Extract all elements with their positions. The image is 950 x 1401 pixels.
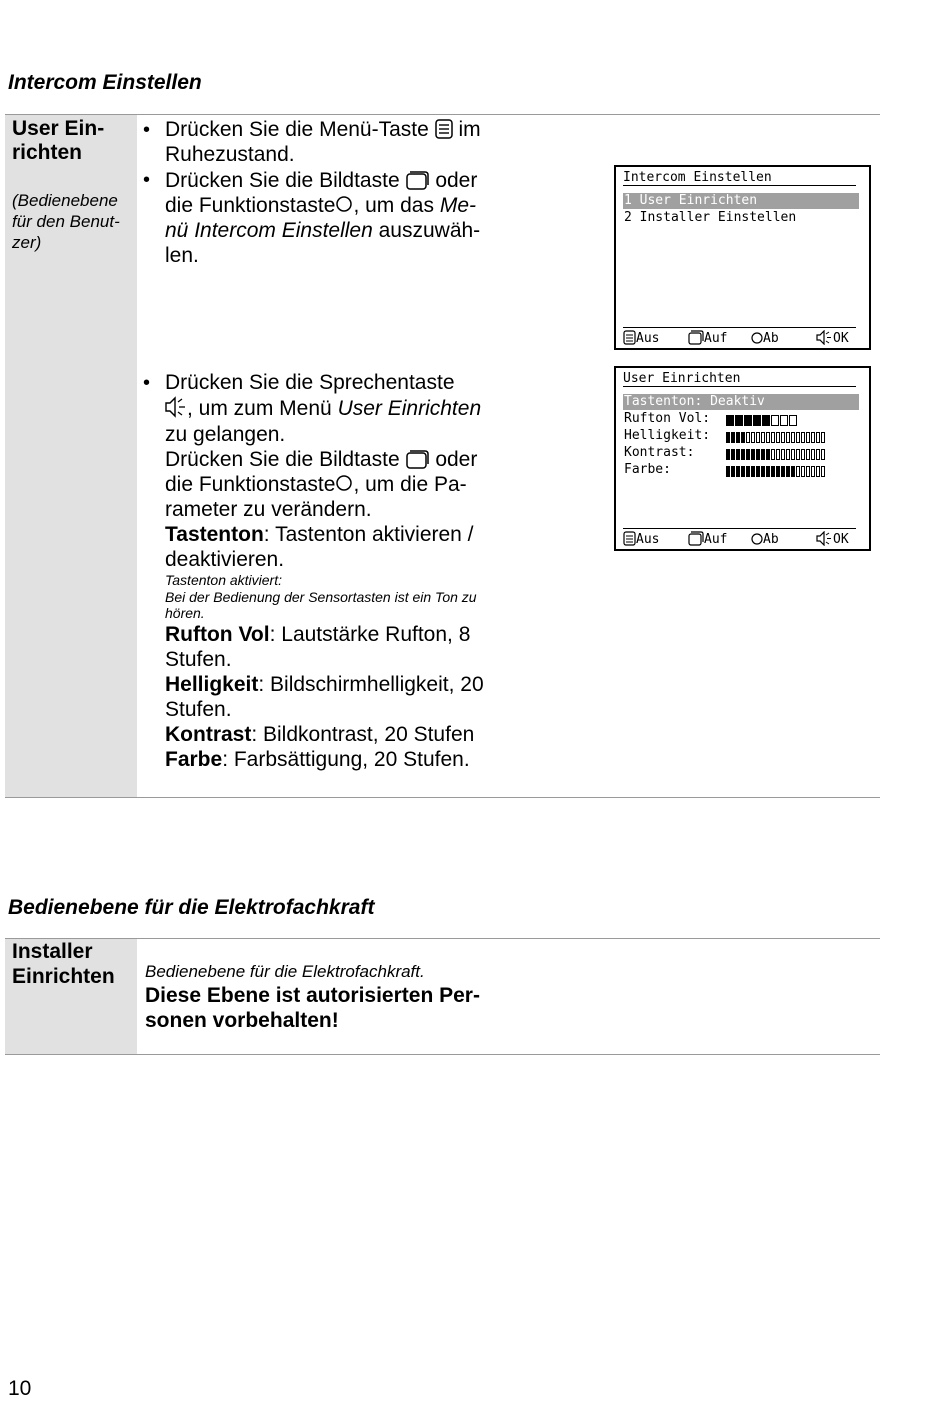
- function-icon: [335, 474, 353, 494]
- level-bar-empty: [801, 449, 805, 460]
- display-screen-intercom: [614, 165, 871, 350]
- level-bar-filled: [741, 449, 745, 460]
- menu-icon: [435, 119, 453, 139]
- level-bar-empty: [796, 449, 800, 460]
- rufton-line: Rufton Vol: Lautstärke Rufton, 8: [165, 623, 471, 646]
- param-row-kontrast[interactable]: Kontrast:: [623, 445, 859, 461]
- level-bar-empty: [776, 432, 780, 443]
- screen-rule: [623, 528, 856, 529]
- screen-rule: [623, 327, 856, 328]
- footer-function: Ab: [751, 330, 779, 346]
- param-row-helligkeit[interactable]: Helligkeit:: [623, 428, 859, 444]
- level-bar-filled: [746, 449, 750, 460]
- step2-line: Drücken Sie die Sprechentaste: [165, 371, 455, 394]
- level-bar-filled: [726, 449, 730, 460]
- footer-function: Ab: [751, 531, 779, 547]
- param-row-farbe[interactable]: Farbe:: [623, 462, 859, 478]
- level-bar-filled: [731, 466, 735, 477]
- footer-menu: Aus: [623, 330, 659, 346]
- level-bar-empty: [781, 432, 785, 443]
- level-bar-filled: [766, 466, 770, 477]
- level-bars: [726, 466, 825, 477]
- level-bar-filled: [736, 432, 740, 443]
- left-column: [5, 115, 137, 797]
- screen-rule: [623, 185, 856, 186]
- function-icon: [335, 195, 353, 215]
- level-bar-empty: [751, 432, 755, 443]
- level-bar-filled: [751, 466, 755, 477]
- level-bar-empty: [761, 432, 765, 443]
- footer-image: Auf: [688, 330, 727, 346]
- footer-image: Auf: [688, 531, 727, 547]
- level-bar-empty: [821, 449, 825, 460]
- level-bar-empty: [796, 466, 800, 477]
- screen-rule: [623, 386, 856, 387]
- menu-icon: [623, 531, 636, 546]
- image-icon: [405, 449, 429, 469]
- level-bar-filled: [751, 449, 755, 460]
- level-bar-filled: [786, 466, 790, 477]
- level-bar-empty: [806, 449, 810, 460]
- level-bars: [726, 432, 825, 443]
- level-bar-filled: [726, 415, 734, 426]
- image-icon: [688, 330, 704, 345]
- level-bar-filled: [761, 466, 765, 477]
- helligkeit-line: Stufen.: [165, 698, 232, 721]
- level-bar-empty: [821, 466, 825, 477]
- kontrast-line: Kontrast: Bildkontrast, 20 Stufen: [165, 723, 475, 746]
- level-bar-empty: [796, 432, 800, 443]
- level-bar-empty: [816, 466, 820, 477]
- level-bar-empty: [821, 432, 825, 443]
- level-bar-empty: [806, 432, 810, 443]
- level-bars: [726, 449, 825, 460]
- level-bar-empty: [801, 432, 805, 443]
- screen-title: Intercom Einstellen: [623, 170, 772, 185]
- divider: [5, 1054, 880, 1055]
- tastenton-line: Tastenton: Tastenton aktivieren /: [165, 523, 474, 546]
- level-bar-filled: [766, 449, 770, 460]
- level-bar-filled: [756, 449, 760, 460]
- step2-line: rameter zu verändern.: [165, 498, 372, 521]
- display-screen-user: [614, 366, 871, 551]
- left-subtitle-line: (Bedienebene: [12, 191, 118, 210]
- level-bar-empty: [786, 449, 790, 460]
- installer-note: Bedienebene für die Elektrofachkraft.: [145, 962, 425, 981]
- left-column: [5, 939, 137, 1054]
- param-tastenton-selected[interactable]: Tastenton: Deaktiv: [623, 394, 859, 410]
- step1-line: Ruhezustand.: [165, 143, 295, 166]
- level-bar-filled: [744, 415, 752, 426]
- level-bar-empty: [771, 415, 779, 426]
- function-icon: [751, 330, 763, 345]
- section-title-elektrofachkraft: Bedienebene für die Elektrofachkraft: [8, 896, 375, 919]
- speaker-icon: [816, 330, 833, 345]
- footer-menu: Aus: [623, 531, 659, 547]
- level-bar-filled: [731, 432, 735, 443]
- footer-talk: OK: [816, 531, 849, 547]
- level-bar-empty: [801, 466, 805, 477]
- step1-line: Drücken Sie die Bildtaste oder: [165, 169, 478, 192]
- step1-line: Drücken Sie die Menü-Taste im: [165, 118, 481, 141]
- note-line: Tastenton aktiviert:: [165, 572, 282, 588]
- level-bar-filled: [776, 466, 780, 477]
- level-bar-filled: [736, 466, 740, 477]
- warning-line: Diese Ebene ist autorisierten Per-: [145, 984, 480, 1007]
- screen-title: User Einrichten: [623, 371, 741, 386]
- level-bar-empty: [811, 466, 815, 477]
- image-icon: [688, 531, 704, 546]
- level-bar-empty: [776, 449, 780, 460]
- level-bars: [726, 415, 797, 426]
- level-bar-empty: [780, 415, 788, 426]
- level-bar-empty: [746, 432, 750, 443]
- menu-item[interactable]: 2 Installer Einstellen: [624, 210, 797, 225]
- level-bar-filled: [741, 432, 745, 443]
- footer-talk: OK: [816, 330, 849, 346]
- level-bar-filled: [762, 415, 770, 426]
- speaker-icon: [816, 531, 833, 546]
- level-bar-empty: [789, 415, 797, 426]
- level-bar-empty: [766, 432, 770, 443]
- level-bar-filled: [781, 466, 785, 477]
- level-bar-filled: [741, 466, 745, 477]
- step1-line: nü Intercom Einstellen auszuwäh-: [165, 219, 481, 242]
- bullet: •: [143, 119, 151, 141]
- level-bar-filled: [736, 449, 740, 460]
- level-bar-filled: [735, 415, 743, 426]
- level-bar-empty: [816, 449, 820, 460]
- level-bar-empty: [781, 449, 785, 460]
- menu-item-selected[interactable]: 1 User Einrichten: [623, 193, 859, 209]
- level-bar-empty: [806, 466, 810, 477]
- level-bar-filled: [771, 466, 775, 477]
- level-bar-empty: [811, 449, 815, 460]
- speaker-icon: [165, 396, 187, 418]
- step2-line: , um zum Menü User Einrichten: [165, 396, 481, 421]
- note-line: hören.: [165, 605, 205, 621]
- step2-line: Drücken Sie die Bildtaste oder: [165, 448, 478, 471]
- left-subtitle-line: zer): [12, 233, 42, 252]
- tastenton-line: deaktivieren.: [165, 548, 285, 571]
- left-title-line: richten: [12, 141, 83, 164]
- level-bar-filled: [731, 449, 735, 460]
- param-row-rufton[interactable]: Rufton Vol:: [623, 411, 859, 427]
- level-bar-empty: [791, 432, 795, 443]
- level-bar-filled: [761, 449, 765, 460]
- bullet: •: [143, 169, 151, 191]
- level-bar-empty: [811, 432, 815, 443]
- bullet: •: [143, 372, 151, 394]
- level-bar-filled: [791, 466, 795, 477]
- step1-line: len.: [165, 244, 199, 267]
- step2-line: die Funktionstaste , um die Pa-: [165, 473, 467, 496]
- level-bar-filled: [756, 466, 760, 477]
- level-bar-empty: [756, 432, 760, 443]
- step1-line: die Funktionstaste , um das Me-: [165, 194, 476, 217]
- level-bar-empty: [816, 432, 820, 443]
- step2-line: zu gelangen.: [165, 423, 286, 446]
- page-number: 10: [8, 1377, 32, 1400]
- left-subtitle-line: für den Benut-: [12, 212, 120, 231]
- divider: [5, 797, 880, 798]
- section-title-intercom: Intercom Einstellen: [8, 71, 202, 94]
- level-bar-filled: [746, 466, 750, 477]
- farbe-line: Farbe: Farbsättigung, 20 Stufen.: [165, 748, 470, 771]
- rufton-line: Stufen.: [165, 648, 232, 671]
- left-title-line: Einrichten: [12, 965, 115, 988]
- level-bar-filled: [753, 415, 761, 426]
- level-bar-empty: [771, 432, 775, 443]
- note-line: Bei der Bedienung der Sensortasten ist ein Ton zu: [165, 589, 477, 605]
- level-bar-empty: [791, 449, 795, 460]
- left-title-line: User Ein-: [12, 117, 105, 140]
- helligkeit-line: Helligkeit: Bildschirmhelligkeit, 20: [165, 673, 484, 696]
- level-bar-filled: [726, 466, 730, 477]
- menu-icon: [623, 330, 636, 345]
- function-icon: [751, 531, 763, 546]
- left-title-line: Installer: [12, 940, 93, 963]
- level-bar-empty: [771, 449, 775, 460]
- level-bar-empty: [786, 432, 790, 443]
- warning-line: sonen vorbehalten!: [145, 1009, 339, 1032]
- image-icon: [405, 170, 429, 190]
- level-bar-filled: [726, 432, 730, 443]
